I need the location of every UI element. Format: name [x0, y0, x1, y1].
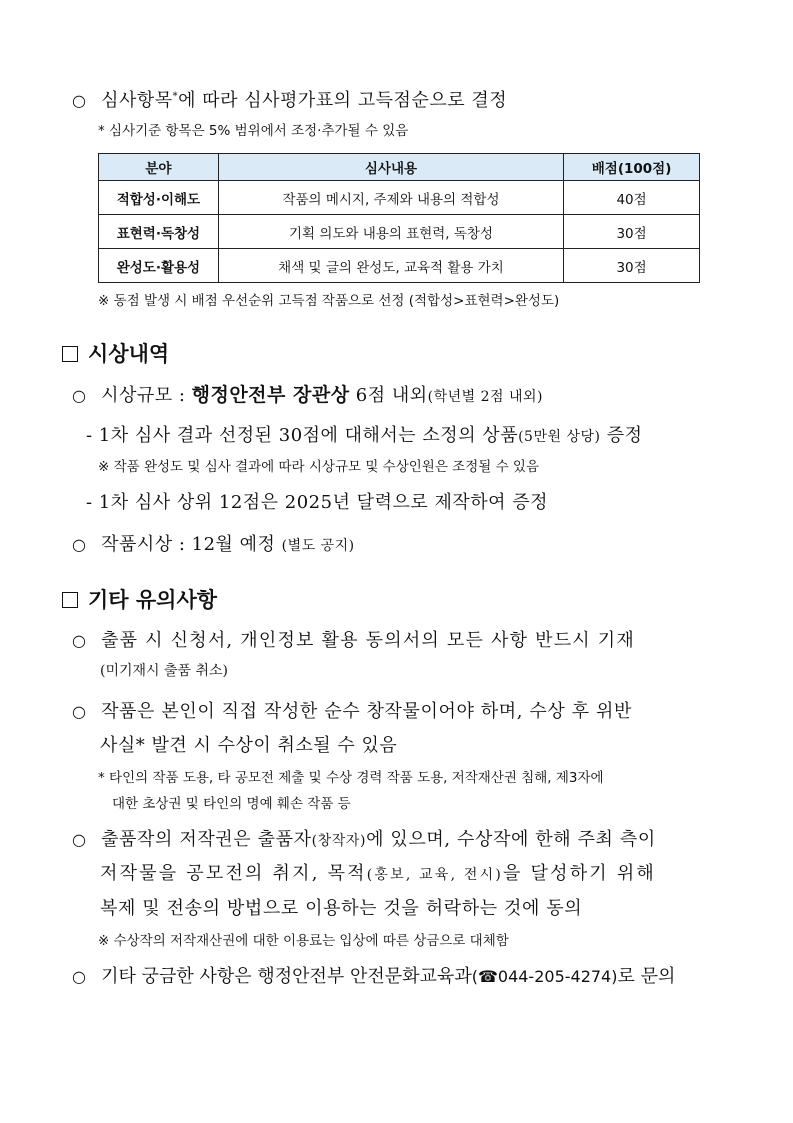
note-item-2: ○ 작품은 본인이 직접 작성한 순수 창작물이어야 하며, 수상 후 위반 [72, 701, 632, 722]
section-heading-awards: 시상내역 [62, 338, 169, 368]
header-field: 분야 [99, 154, 219, 181]
circle-bullet-icon: ○ [72, 535, 86, 554]
section-heading-notes: 기타 유의사항 [62, 584, 217, 614]
award-scale-line: ○ 시상규모 : 행정안전부 장관상 6점 내외(학년별 2점 내외) [72, 384, 544, 406]
circle-bullet-icon: ○ [72, 702, 86, 721]
circle-bullet-icon: ○ [72, 631, 86, 650]
award-sub2: - 1차 심사 상위 12점은 2025년 달력으로 제작하여 증정 [86, 492, 549, 513]
cell-score: 40점 [564, 181, 700, 215]
award-sub1-note: ※ 작품 완성도 및 심사 결과에 따라 시상규모 및 수상인원은 조정될 수 있음 [98, 459, 539, 475]
cell-content: 채색 및 글의 완성도, 교육적 활용 가치 [218, 249, 563, 283]
header-content: 심사내용 [218, 154, 563, 181]
note-item-1: ○ 출품 시 신청서, 개인정보 활용 동의서의 모든 사항 반드시 기재 [72, 630, 635, 651]
circle-bullet-icon: ○ [72, 830, 86, 849]
table-row [99, 181, 700, 215]
ceremony-line: ○ 작품시상 : 12월 예정 (별도 공지) [72, 534, 355, 555]
note-item-2-line2: 사실* 발견 시 수상이 취소될 수 있음 [100, 735, 398, 756]
evaluation-text: 심사항목*에 따라 심사평가표의 고득점순으로 결정 [101, 90, 508, 111]
checkbox-square-icon [62, 592, 78, 608]
score-table [98, 153, 700, 283]
circle-bullet-icon: ○ [72, 91, 86, 110]
note-item-3: ○ 출품작의 저작권은 출품자(창작자)에 있으며, 수상작에 한해 주최 측이 [72, 829, 656, 850]
tie-note: ※ 동점 발생 시 배점 우선순위 고득점 작품으로 선정 (적합성>표현력>완성도) [98, 293, 560, 309]
note-item-2-footnote1: * 타인의 작품 도용, 타 공모전 제출 및 수상 경력 작품 도용, 저작재산권 침해, 제3자에 [98, 770, 604, 786]
header-score: 배점(100점) [564, 154, 700, 181]
table-row [99, 215, 700, 249]
award-sub1: - 1차 심사 결과 선정된 30점에 대해서는 소정의 상품(5만원 상당) 증정 [86, 425, 643, 446]
table-header-row [99, 154, 700, 181]
cell-score: 30점 [564, 249, 700, 283]
note-item-3-line3: 복제 및 전송의 방법으로 이용하는 것을 허락하는 것에 동의 [100, 898, 583, 919]
contact-phone: (☎044-205-4274) [471, 967, 618, 986]
cell-content: 작품의 메시지, 주제와 내용의 적합성 [218, 181, 563, 215]
circle-bullet-icon: ○ [72, 967, 86, 986]
cell-score: 30점 [564, 215, 700, 249]
note-item-1-paren: (미기재시 출품 취소) [100, 663, 229, 679]
circle-bullet-icon: ○ [72, 386, 86, 405]
cell-field: 완성도·활용성 [99, 249, 219, 283]
table-row [99, 249, 700, 283]
note-item-3-note: ※ 수상작의 저작재산권에 대한 이용료는 입상에 따른 상금으로 대체함 [98, 933, 509, 949]
note-item-3-line2: 저작물을 공모전의 취지, 목적(홍보, 교육, 전시)을 달성하기 위해 [100, 863, 656, 884]
note-item-2-footnote2: 대한 초상권 및 타인의 명예 훼손 작품 등 [112, 796, 351, 812]
checkbox-square-icon [62, 346, 78, 362]
evaluation-footnote: * 심사기준 항목은 5% 범위에서 조정·추가될 수 있음 [98, 123, 409, 139]
cell-field: 적합성·이해도 [99, 181, 219, 215]
cell-content: 기획 의도와 내용의 표현력, 독창성 [218, 215, 563, 249]
evaluation-line [72, 86, 507, 112]
cell-field: 표현력·독창성 [99, 215, 219, 249]
note-item-4: ○ 기타 궁금한 사항은 행정안전부 안전문화교육과(☎044-205-4274)로 문의 [72, 966, 676, 987]
award-name: 행정안전부 장관상 [191, 384, 350, 406]
